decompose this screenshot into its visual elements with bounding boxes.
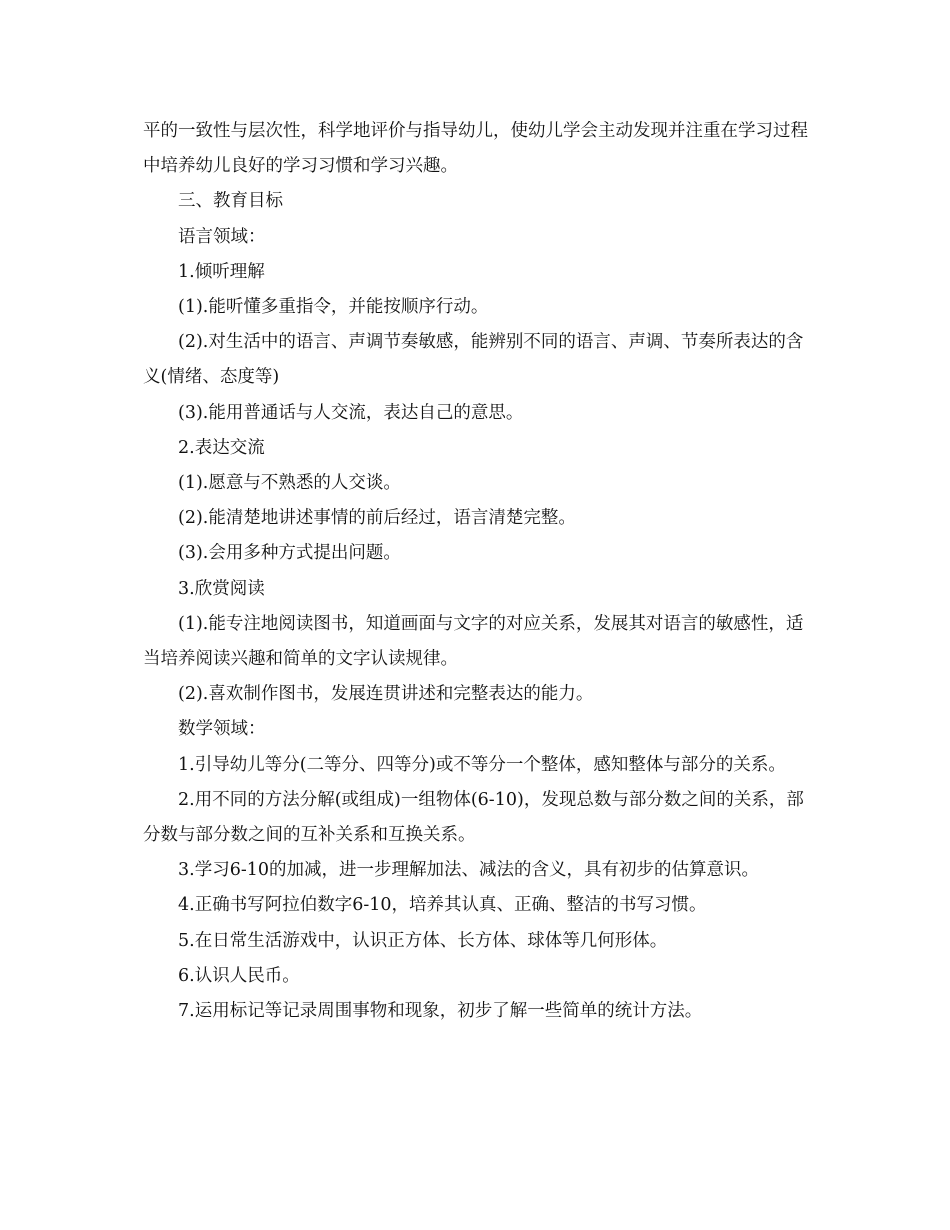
subheading-math-domain: 数学领域： xyxy=(178,719,266,740)
list-heading-reading: 3.欣赏阅读 xyxy=(178,578,265,599)
list-item: (2).对生活中的语言、声调节奏敏感，能辨别不同的语言、声调、节奏所表达的含义(情绪、态度等) xyxy=(143,332,804,388)
list-item: 4.正确书写阿拉伯数字6-10，培养其认真、正确、整洁的书写习惯。 xyxy=(178,895,707,916)
list-item: 2.用不同的方法分解(或组成)一组物体(6-10)，发现总数与部分数之间的关系，部分数与部分数之间的互补关系和互换关系。 xyxy=(143,789,804,846)
list-item: (3).会用多种方式提出问题。 xyxy=(178,543,401,564)
list-item: 7.运用标记等记录周围事物和现象，初步了解一些简单的统计方法。 xyxy=(178,1001,703,1022)
list-heading-expression: 2.表达交流 xyxy=(178,437,265,458)
list-item: 3.学习6-10的加减，进一步理解加法、减法的含义，具有初步的估算意识。 xyxy=(178,860,760,881)
list-item: (1).愿意与不熟悉的人交谈。 xyxy=(178,473,401,494)
list-item: (3).能用普通话与人交流，表达自己的意思。 xyxy=(178,402,524,423)
paragraph-1: 平的一致性与层次性，科学地评价与指导幼儿，使幼儿学会主动发现并注重在学习过程中培养幼儿良好的学习习惯和学习兴趣。 xyxy=(143,121,808,177)
list-item: 5.在日常生活游戏中，认识正方体、长方体、球体等几何形体。 xyxy=(178,930,668,951)
section-heading-education-goals: 三、教育目标 xyxy=(178,191,283,212)
subheading-language-domain: 语言领域： xyxy=(178,226,266,247)
document-body xyxy=(143,114,809,1029)
list-item: (1).能专注地阅读图书，知道画面与文字的对应关系，发展其对语言的敏感性，适当培养阅读兴趣和简单的文字认读规律。 xyxy=(143,613,804,670)
list-item: (2).喜欢制作图书，发展连贯讲述和完整表达的能力。 xyxy=(178,684,594,705)
list-item: (2).能清楚地讲述事情的前后经过，语言清楚完整。 xyxy=(178,508,576,529)
list-item: 6.认识人民币。 xyxy=(178,965,300,986)
list-heading-listening: 1.倾听理解 xyxy=(178,261,265,282)
list-item: (1).能听懂多重指令，并能按顺序行动。 xyxy=(178,297,489,318)
list-item: 1.引导幼儿等分(二等分、四等分)或不等分一个整体，感知整体与部分的关系。 xyxy=(178,754,786,775)
